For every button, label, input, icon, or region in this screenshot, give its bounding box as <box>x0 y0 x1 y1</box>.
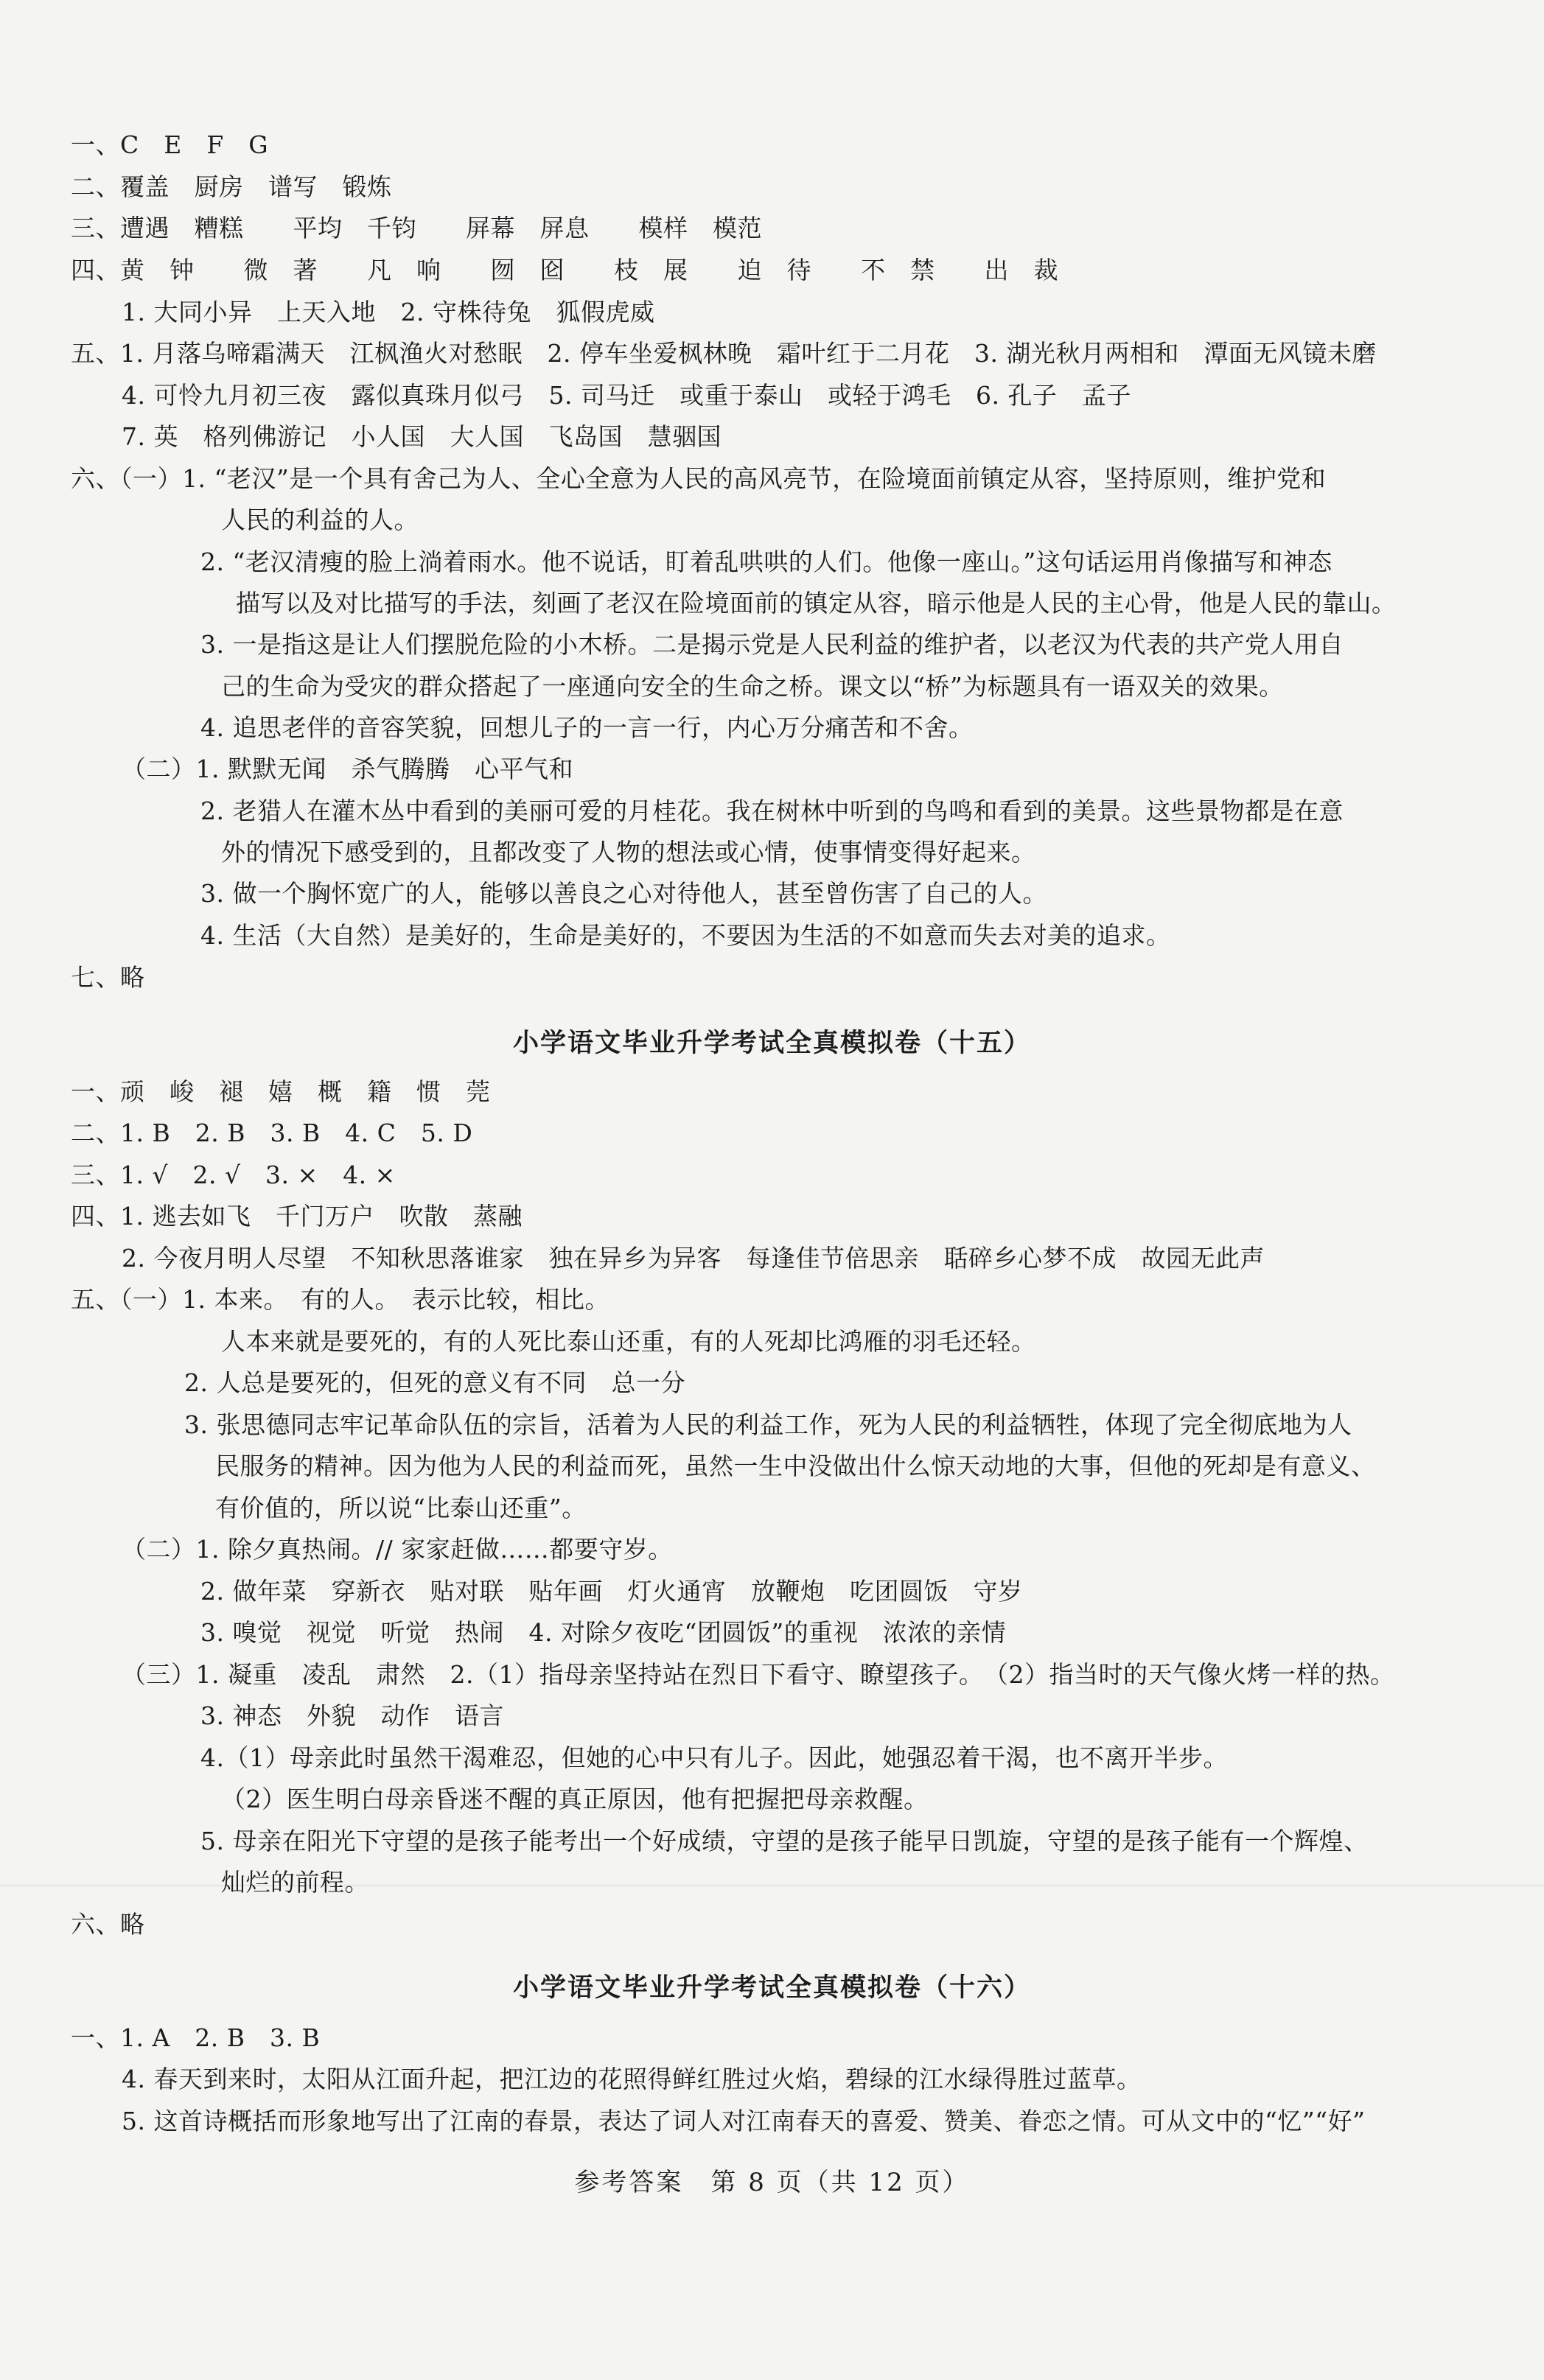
section-heading-15: 小学语文毕业升学考试全真模拟卷（十五） <box>512 1029 1031 1058</box>
s15-line-11: 有价值的，所以说“比泰山还重”。 <box>215 1494 587 1522</box>
s15-line-21: 六、略 <box>71 1910 145 1939</box>
s15-line-2: 二、1. B 2. B 3. B 4. C 5. D <box>71 1119 473 1147</box>
s15-line-17: 4.（1）母亲此时虽然干渴难忍，但她的心中只有儿子。因此，她强忍着干渴，也不离开半步。 <box>200 1743 1228 1772</box>
s15-line-19: 5. 母亲在阳光下守望的是孩子能考出一个好成绩，守望的是孩子能早日凯旋，守望的是孩子能有一个辉煌、 <box>200 1827 1369 1855</box>
s14-line-13: 3. 一是指这是让人们摆脱危险的小木桥。二是揭示党是人民利益的维护者，以老汉为代表的共产党人用自 <box>200 630 1344 659</box>
s15-line-14: 3. 嗅觉 视觉 听觉 热闹 4. 对除夕夜吃“团圆饭”的重视 浓浓的亲情 <box>200 1618 1007 1647</box>
s15-line-13: 2. 做年菜 穿新衣 贴对联 贴年画 灯火通宵 放鞭炮 吃团圆饭 守岁 <box>200 1577 1023 1606</box>
s15-line-5: 2. 今夜月明人尽望 不知秋思落谁家 独在异乡为异客 每逢佳节倍思亲 聒碎乡心梦不成 故园无此声 <box>122 1244 1265 1273</box>
s14-line-19: 3. 做一个胸怀宽广的人，能够以善良之心对待他人，甚至曾伤害了自己的人。 <box>200 879 1047 908</box>
s14-line-16: （二）1. 默默无闻 杀气腾腾 心平气和 <box>122 755 573 783</box>
s14-line-17: 2. 老猎人在灌木丛中看到的美丽可爱的月桂花。我在树林中听到的鸟鸣和看到的美景。这些景物都是在意 <box>200 797 1344 825</box>
s15-line-6: 五、（一）1. 本来。 有的人。 表示比较，相比。 <box>71 1285 609 1314</box>
s14-line-2: 二、覆盖 厨房 谱写 锻炼 <box>71 172 392 201</box>
s14-line-20: 4. 生活（大自然）是美好的，生命是美好的，不要因为生活的不如意而失去对美的追求。 <box>200 921 1171 950</box>
s14-line-6: 五、1. 月落乌啼霜满天 江枫渔火对愁眠 2. 停车坐爱枫林晚 霜叶红于二月花 3. 湖光秋月两相和 潭面无风镜未磨 <box>71 339 1377 368</box>
s14-line-10: 人民的利益的人。 <box>221 505 419 534</box>
s14-line-15: 4. 追思老伴的音容笑貌，回想儿子的一言一行，内心万分痛苦和不舍。 <box>200 713 974 742</box>
section-heading-16: 小学语文毕业升学考试全真模拟卷（十六） <box>512 1973 1031 2003</box>
s14-line-9: 六、（一）1. “老汉”是一个具有舍己为人、全心全意为人民的高风亮节，在险境面前镇定从容，坚持原则，维护党和 <box>71 464 1327 493</box>
s16-line-1: 一、1. A 2. B 3. B <box>71 2023 321 2052</box>
s15-line-15: （三）1. 凝重 凌乱 肃然 2.（1）指母亲坚持站在烈日下看守、瞭望孩子。 （2）指当时的天气像火烤一样的热。 <box>122 1660 1395 1689</box>
scan-artifact-line <box>0 1885 1544 1886</box>
s15-line-8: 2. 人总是要死的，但死的意义有不同 总一分 <box>184 1368 685 1397</box>
s14-line-18: 外的情况下感受到的，且都改变了人物的想法或心情，使事情变得好起来。 <box>221 838 1036 867</box>
s15-line-4: 四、1. 逃去如飞 千门万户 吹散 蒸融 <box>71 1202 523 1231</box>
page-footer: 参考答案 第 8 页（共 12 页） <box>574 2168 970 2197</box>
s15-line-18: （2）医生明白母亲昏迷不醒的真正原因，他有把握把母亲救醒。 <box>221 1785 929 1813</box>
s15-line-7: 人本来就是要死的，有的人死比泰山还重，有的人死却比鸿雁的羽毛还轻。 <box>221 1327 1036 1356</box>
s15-line-1: 一、顽 峻 褪 嬉 概 籍 惯 莞 <box>71 1077 491 1106</box>
s16-line-2: 4. 春天到来时，太阳从江面升起，把江边的花照得鲜红胜过火焰，碧绿的江水绿得胜过蓝草。 <box>122 2065 1142 2093</box>
s15-line-16: 3. 神态 外貌 动作 语言 <box>200 1701 504 1730</box>
s14-line-4: 四、黄 钟 微 著 凡 响 囫 囵 枝 展 迫 待 不 禁 出 裁 <box>71 256 1058 284</box>
s14-line-5: 1. 大同小异 上天入地 2. 守株待兔 狐假虎威 <box>122 298 655 326</box>
s14-line-12: 描写以及对比描写的手法，刻画了老汉在险境面前的镇定从容，暗示他是人民的主心骨，他是人民的靠山。 <box>236 589 1397 617</box>
s15-line-10: 民服务的精神。因为他为人民的利益而死，虽然一生中没做出什么惊天动地的大事，但他的死却是有意义、 <box>215 1452 1376 1480</box>
s15-line-3: 三、1. √ 2. √ 3. × 4. × <box>71 1161 396 1189</box>
s14-line-8: 7. 英 格列佛游记 小人国 大人国 飞岛国 慧骃国 <box>122 422 722 451</box>
s14-line-3: 三、遭遇 糟糕 平均 千钧 屏幕 屏息 模样 模范 <box>71 214 762 242</box>
s14-line-21: 七、略 <box>71 963 145 992</box>
s14-line-1: 一、C E F G <box>71 130 269 159</box>
s14-line-7: 4. 可怜九月初三夜 露似真珠月似弓 5. 司马迁 或重于泰山 或轻于鸿毛 6. 孔子 孟子 <box>122 381 1131 410</box>
s14-line-14: 己的生命为受灾的群众搭起了一座通向安全的生命之桥。课文以“桥”为标题具有一语双关的效果。 <box>221 672 1284 701</box>
s14-line-11: 2. “老汉清瘦的脸上淌着雨水。他不说话，盯着乱哄哄的人们。他像一座山。”这句话运用肖像描写和神态 <box>200 547 1332 576</box>
s15-line-12: （二）1. 除夕真热闹。// 家家赶做……都要守岁。 <box>122 1535 673 1564</box>
s15-line-20: 灿烂的前程。 <box>221 1868 369 1897</box>
s16-line-3: 5. 这首诗概括而形象地写出了江南的春景，表达了词人对江南春天的喜爱、赞美、眷恋之情。可从文中的“忆”“好” <box>122 2107 1366 2135</box>
s15-line-9: 3. 张思德同志牢记革命队伍的宗旨，活着为人民的利益工作，死为人民的利益牺牲，体现了完全彻底地为人 <box>184 1410 1352 1439</box>
